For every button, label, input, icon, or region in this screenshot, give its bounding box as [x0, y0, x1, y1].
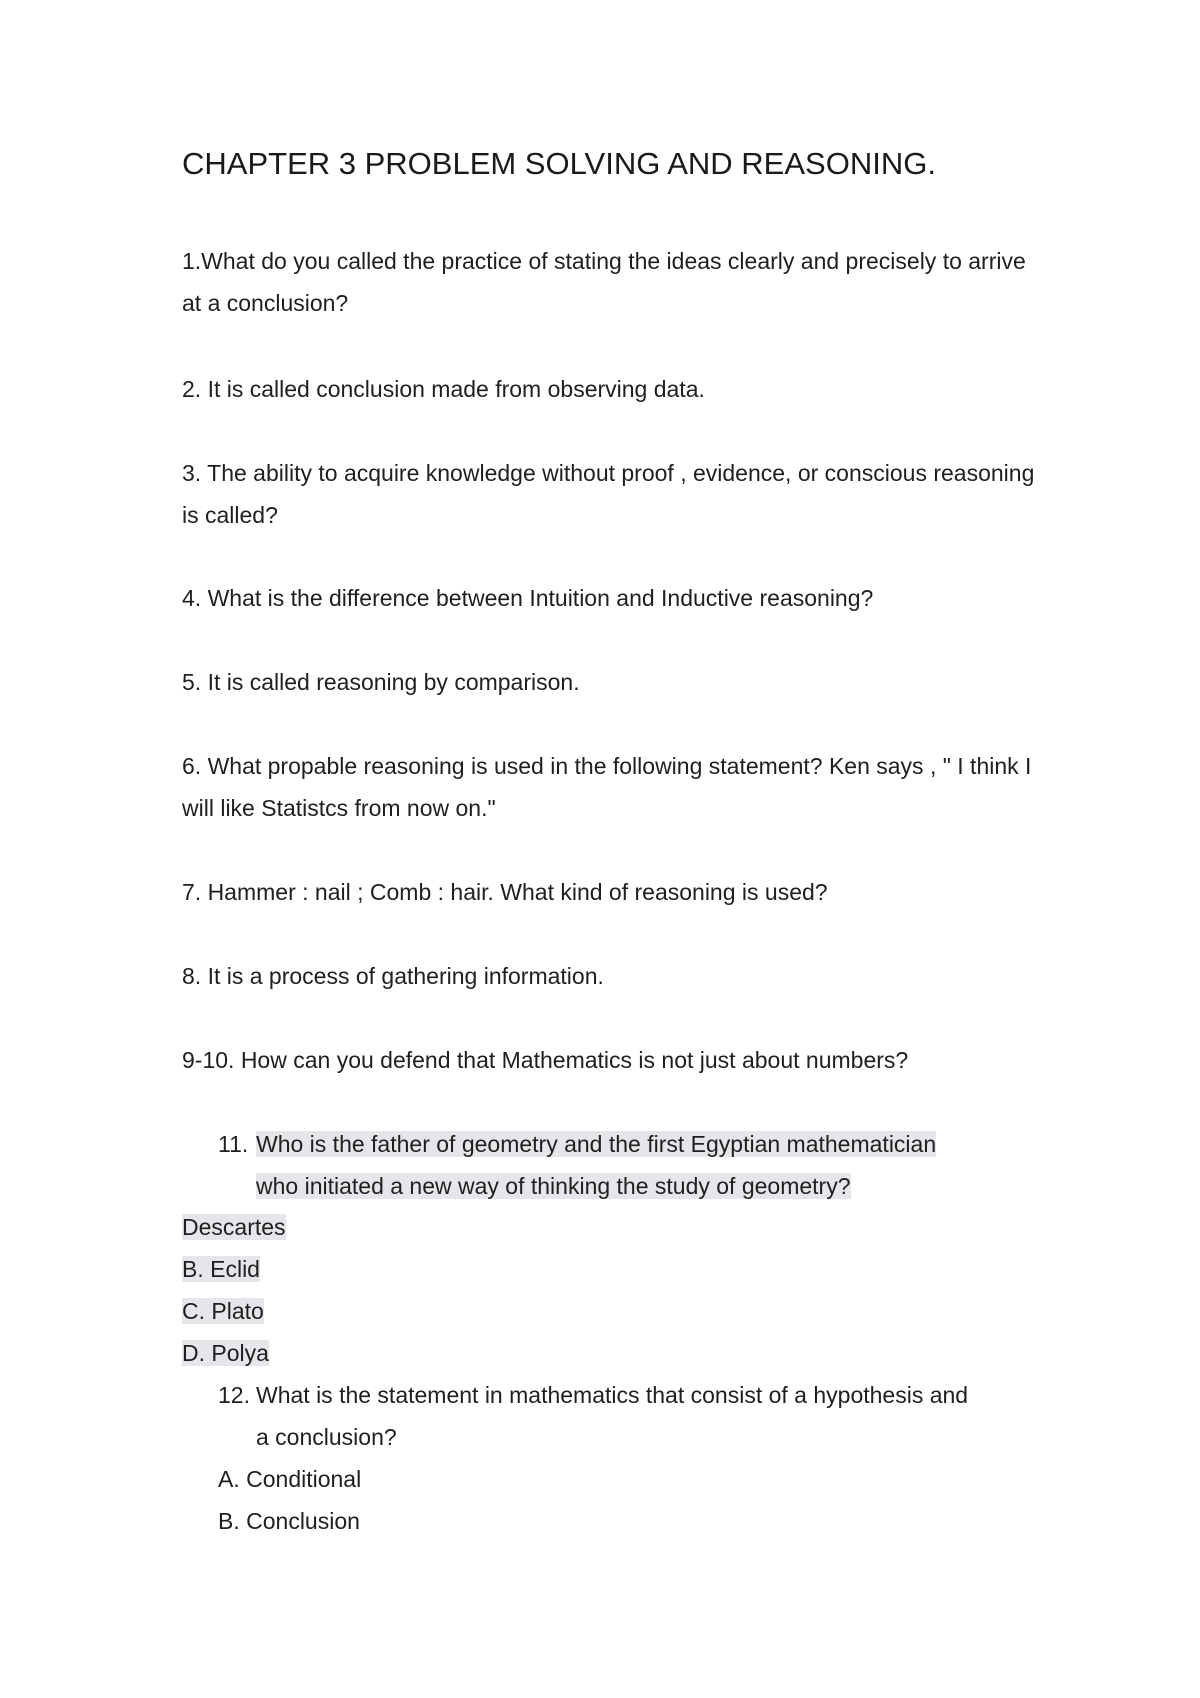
question-9-10: 9-10. How can you defend that Mathematics is not just about numbers?: [182, 1047, 909, 1073]
question-4: 4. What is the difference between Intuition and Inductive reasoning?: [182, 585, 874, 611]
q11-option-b: [182, 1248, 260, 1290]
question-5: 5. It is called reasoning by comparison.: [182, 669, 580, 695]
question-11-line1-text: Who is the father of geometry and the first Egyptian mathematician: [256, 1131, 937, 1157]
question-11-line2-text: who initiated a new way of thinking the study of geometry?: [256, 1173, 851, 1199]
question-7: 7. Hammer : nail ; Comb : hair. What kind of reasoning is used?: [182, 879, 828, 905]
question-6: 6. What propable reasoning is used in the following statement? Ken says , " I think I will like Statistcs from now on.": [182, 753, 1032, 821]
q11-option-d-text: D. Polya: [182, 1340, 269, 1366]
page-title: CHAPTER 3 PROBLEM SOLVING AND REASONING.: [182, 146, 936, 181]
question-2: 2. It is called conclusion made from observing data.: [182, 376, 705, 402]
question-8: 8. It is a process of gathering information.: [182, 963, 604, 989]
q11-option-d: [182, 1332, 269, 1374]
question-1: 1.What do you called the practice of stating the ideas clearly and precisely to arrive at a conclusion?: [182, 248, 1026, 316]
q11-option-c: [182, 1290, 264, 1332]
question-12-number: 12.: [218, 1382, 250, 1408]
question-11-line1: [256, 1123, 936, 1165]
question-12-line1: What is the statement in mathematics that consist of a hypothesis and: [256, 1382, 969, 1408]
question-12-line2: a conclusion?: [256, 1424, 397, 1450]
q11-option-a: [182, 1206, 286, 1248]
q12-option-a: A. Conditional: [218, 1466, 362, 1492]
q11-option-b-text: B. Eclid: [182, 1256, 260, 1282]
q11-option-a-text: Descartes: [182, 1214, 286, 1240]
q11-option-c-text: C. Plato: [182, 1298, 264, 1324]
question-11-line2: [256, 1165, 851, 1207]
q12-option-b: B. Conclusion: [218, 1508, 360, 1534]
question-11-number: 11.: [218, 1131, 249, 1157]
question-3: 3. The ability to acquire knowledge without proof , evidence, or conscious reasoning is called?: [182, 460, 1035, 528]
